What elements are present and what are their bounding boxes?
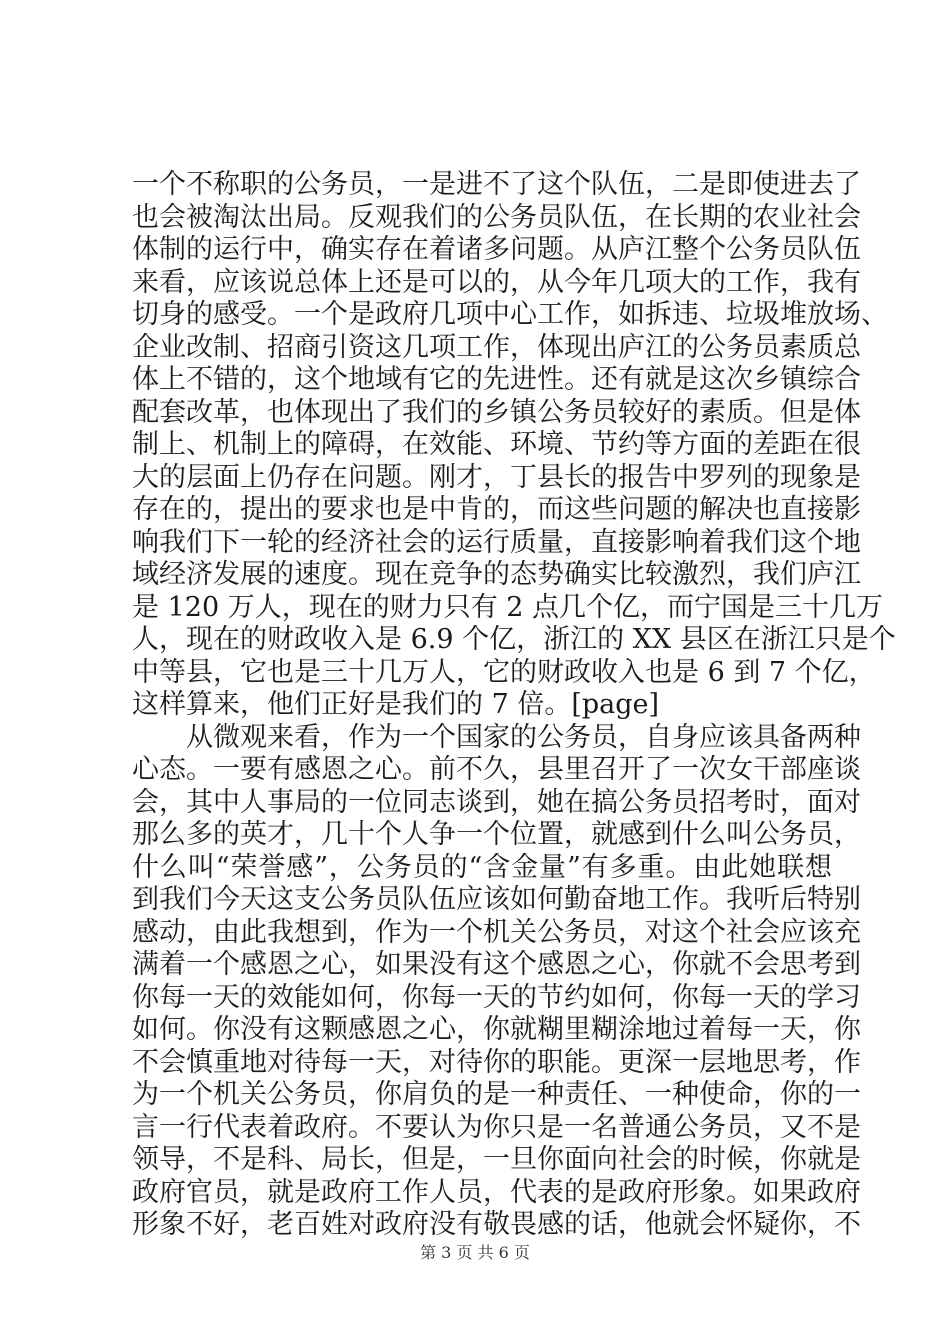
text-line: 域经济发展的速度。现在竞争的态势确实比较激烈，我们庐江 <box>132 559 861 590</box>
text-line: 来看，应该说总体上还是可以的，从今年几项大的工作，我有 <box>132 266 861 298</box>
text-line: 体上不错的，这个地域有它的先进性。还有就是这次乡镇综合 <box>132 364 861 395</box>
text-line: 响我们下一轮的经济社会的运行质量，直接影响着我们这个地 <box>132 526 861 558</box>
text-line: 感动，由此我想到，作为一个机关公务员，对这个社会应该充 <box>132 916 861 948</box>
text-line: 也会被淘汰出局。反观我们的公务员队伍，在长期的农业社会 <box>132 201 861 233</box>
text-line: 为一个机关公务员，你肩负的是一种责任、一种使命，你的一 <box>132 1079 861 1110</box>
text-line: 切身的感受。一个是政府几项中心工作，如拆违、垃圾堆放场、 <box>132 299 888 330</box>
text-line: 人，现在的财政收入是 6.9 个亿，浙江的 XX 县区在浙江只是个 <box>132 624 896 655</box>
text-line: 是 120 万人，现在的财力只有 2 点几个亿，而宁国是三十几万 <box>132 591 884 623</box>
text-line: 不会慎重地对待每一天，对待你的职能。更深一层地思考，作 <box>132 1046 861 1078</box>
text-line: 政府官员，就是政府工作人员，代表的是政府形象。如果政府 <box>132 1176 861 1208</box>
text-line: 那么多的英才，几十个人争一个位置，就感到什么叫公务员， <box>132 819 861 850</box>
text-line: 形象不好，老百姓对政府没有敬畏感的话，他就会怀疑你，不 <box>132 1209 861 1240</box>
paragraph <box>132 169 896 722</box>
text-line: 满着一个感恩之心，如果没有这个感恩之心，你就不会思考到 <box>132 949 861 980</box>
text-line: 会，其中人事局的一位同志谈到，她在搞公务员招考时，面对 <box>132 786 861 818</box>
text-line: 领导，不是科、局长，但是，一旦你面向社会的时候，你就是 <box>132 1144 861 1175</box>
text-line: 配套改革，也体现出了我们的乡镇公务员较好的素质。但是体 <box>132 396 861 428</box>
text-line: 心态。一要有感恩之心。前不久，县里召开了一次女干部座谈 <box>132 754 861 785</box>
text-line: 大的层面上仍存在问题。刚才，丁县长的报告中罗列的现象是 <box>132 461 861 493</box>
text-line: 制上、机制上的障碍，在效能、环境、节约等方面的差距在很 <box>132 429 861 460</box>
text-line: 中等县，它也是三十几万人，它的财政收入也是 6 到 7 个亿， <box>132 656 876 688</box>
page-footer: 第 3 页 共 6 页 <box>420 1243 530 1262</box>
text-line: 言一行代表着政府。不要认为你只是一名普通公务员，又不是 <box>132 1111 861 1143</box>
text-line: 从微观来看，作为一个国家的公务员，自身应该具备两种 <box>186 721 861 753</box>
text-line: 体制的运行中，确实存在着诸多问题。从庐江整个公务员队伍 <box>132 234 861 265</box>
paragraph <box>132 721 861 1242</box>
text-line: 存在的，提出的要求也是中肯的，而这些问题的解决也直接影 <box>132 494 861 525</box>
text-line: 一个不称职的公务员，一是进不了这个队伍，二是即使进去了 <box>132 169 861 200</box>
text-line: 如何。你没有这颗感恩之心，你就糊里糊涂地过着每一天，你 <box>132 1014 861 1045</box>
text-line: 企业改制、招商引资这几项工作，体现出庐江的公务员素质总 <box>132 331 861 363</box>
text-line: 什么叫“荣誉感”，公务员的“含金量”有多重。由此她联想 <box>132 851 832 883</box>
text-line: 到我们今天这支公务员队伍应该如何勤奋地工作。我听后特别 <box>132 884 861 915</box>
text-line: 你每一天的效能如何，你每一天的节约如何，你每一天的学习 <box>132 981 861 1013</box>
text-line: 这样算来，他们正好是我们的 7 倍。[page] <box>132 689 660 720</box>
document-body <box>132 169 896 1242</box>
